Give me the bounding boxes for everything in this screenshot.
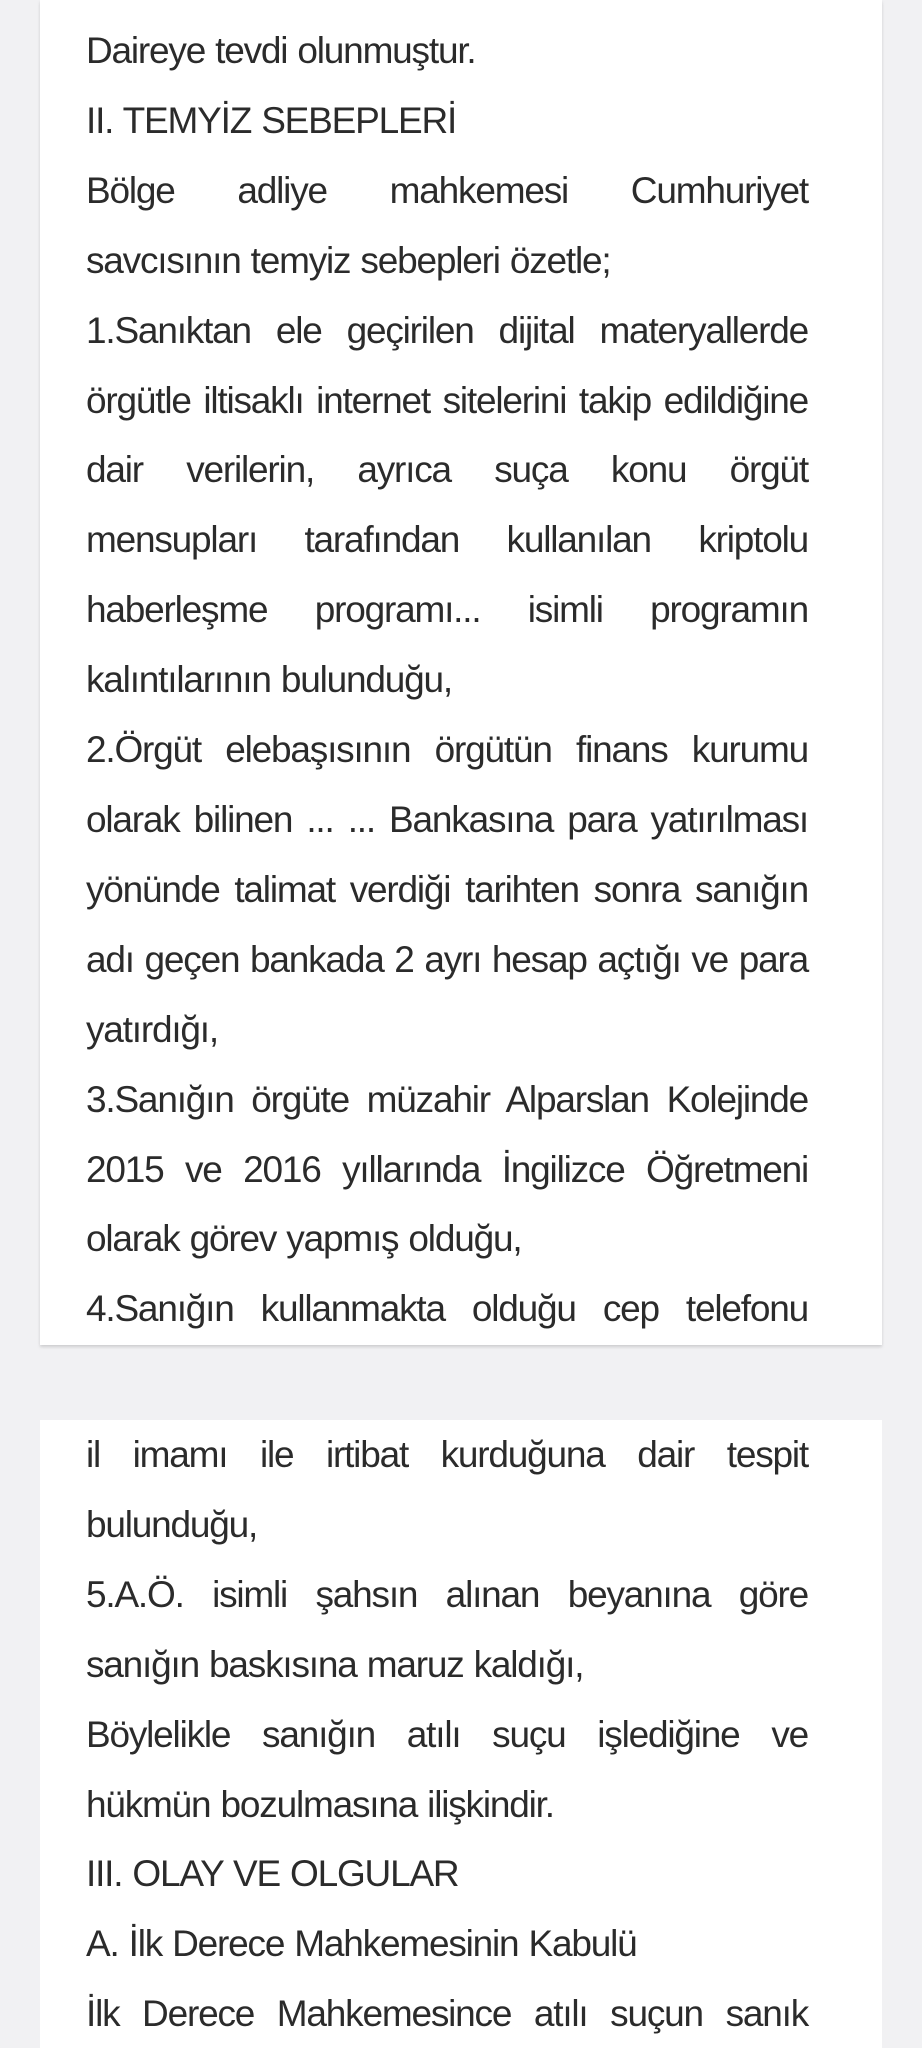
- subsection-heading-kabul: A. İlk Derece Mahkemesinin Kabulü: [86, 1923, 637, 1965]
- paragraph-item-1: 1.Sanıktan ele geçirilen dijital materyallerde örgütle iltisaklı internet sitelerini takip edildiğine dair verilerin, ayrıca suça konu örgüt mensupları tarafından kullanılan kriptolu haberleşme programı... isimli programın kalıntılarının bulunduğu,: [86, 309, 808, 701]
- paragraph-summary: Bölge adliye mahkemesi Cumhuriyet savcısının temyiz sebepleri özetle;: [86, 169, 808, 281]
- document-page-2: [40, 1420, 882, 2048]
- paragraph-item-4: 4.Sanığın kullanmakta olduğu cep telefonu: [86, 1288, 808, 1330]
- paragraph-item-5: 5.A.Ö. isimli şahsın alınan beyanına göre sanığın baskısına maruz kaldığı,: [86, 1573, 808, 1685]
- paragraph-item-4-continued: il imamı ile irtibat kurduğuna dair tespit bulunduğu,: [86, 1434, 808, 1545]
- paragraph-item-2: 2.Örgüt elebaşısının örgütün finans kurumu olarak bilinen ... ... Bankasına para yatırılması yönünde talimat verdiği tarihten sonra sanığın adı geçen bankada 2 ayrı hesap açtığı ve para yatırdığı,: [86, 729, 808, 1050]
- paragraph-first-instance: İlk Derece Mahkemesince atılı suçun sanık: [86, 1993, 808, 2035]
- paragraph-conclusion: Böylelikle sanığın atılı suçu işlediğine ve hükmün bozulmasına ilişkindir.: [86, 1713, 808, 1825]
- paragraph-item-3: 3.Sanığın örgüte müzahir Alparslan Kolejinde 2015 ve 2016 yıllarında İngilizce Öğretmeni olarak görev yapmış olduğu,: [86, 1078, 808, 1260]
- section-heading-temyiz: II. TEMYİZ SEBEPLERİ: [86, 99, 457, 141]
- document-page-1: [40, 0, 882, 1345]
- section-heading-olay: III. OLAY VE OLGULAR: [86, 1853, 459, 1895]
- page-1-text: [86, 16, 808, 1345]
- page-2-text: [86, 1420, 808, 2048]
- paragraph-intro: Daireye tevdi olunmuştur.: [86, 30, 476, 71]
